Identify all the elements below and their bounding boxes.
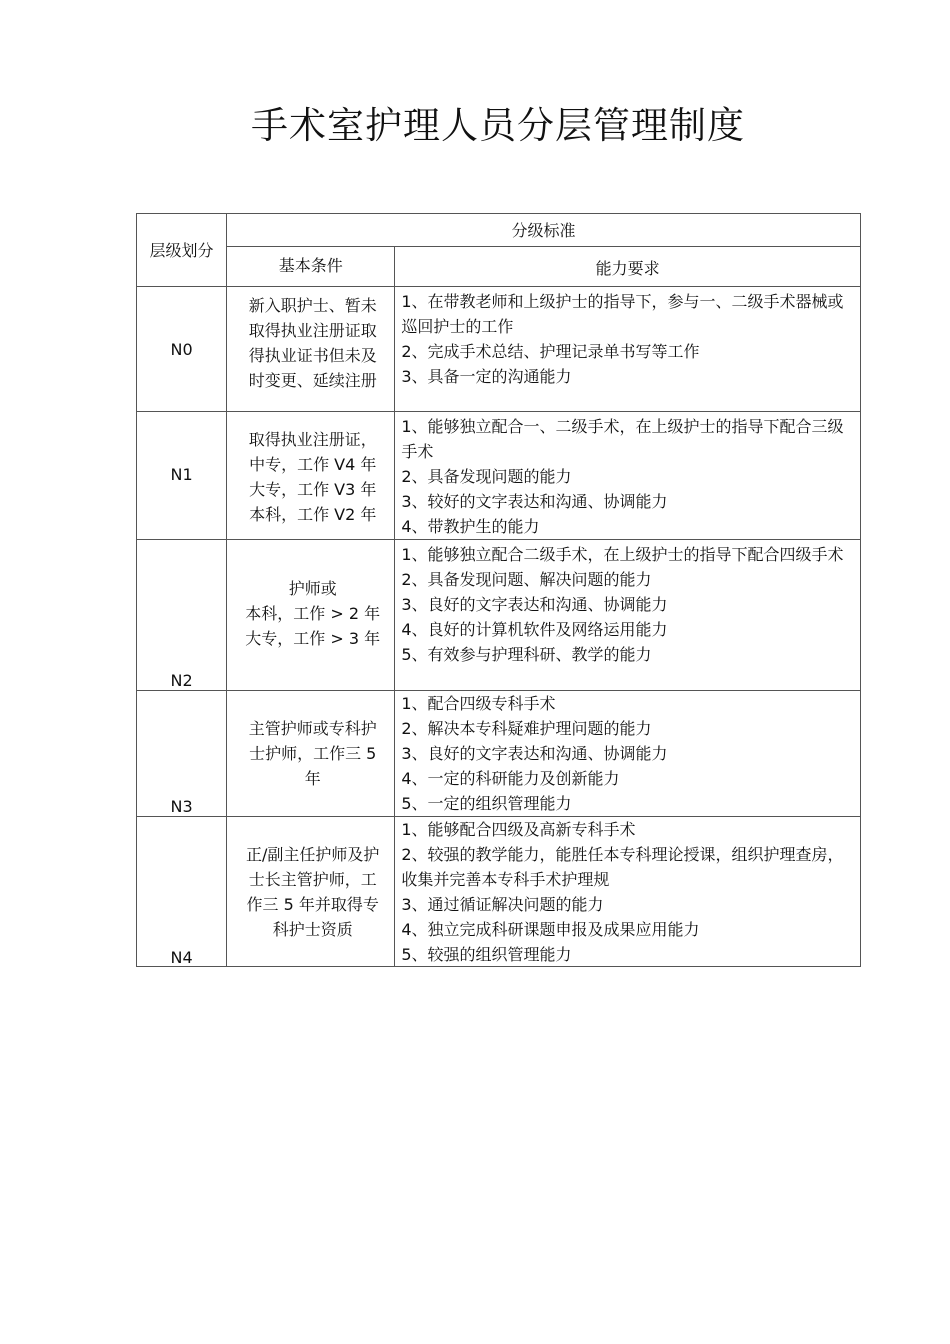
basic-line: 正/副主任护师及护 [246,845,380,864]
ability-line: 1、在带教老师和上级护士的指导下，参与一、二级手术器械或巡回护士的工作 [401,292,844,336]
ability-line: 2、具备发现问题、解决问题的能力 [401,570,652,589]
ability-line: 3、良好的文字表达和沟通、协调能力 [401,744,668,763]
level-label: N0 [170,340,193,359]
basic-cell [227,817,395,967]
ability-cell [395,412,861,540]
document-title: 手术室护理人员分层管理制度 [251,104,745,147]
basic-line: 科护士资质 [272,920,353,939]
basic-line: 时变更、延续注册 [248,371,377,390]
ability-line: 4、良好的计算机软件及网络运用能力 [401,620,668,639]
basic-line: 中专，工作 V4 年 [249,455,377,474]
ability-line: 1、能够独立配合二级手术，在上级护士的指导下配合四级手术 [401,545,844,564]
basic-line: 士长主管护师，工 [248,870,377,889]
basic-line: 士护师，工作三 5 [249,744,377,763]
table-row [137,287,861,412]
level-cell [137,817,227,967]
table-row [137,412,861,540]
ability-line: 4、一定的科研能力及创新能力 [401,769,620,788]
header-ability: 能力要求 [395,247,861,287]
ability-line: 4、带教护生的能力 [401,517,540,536]
ability-line: 5、较强的组织管理能力 [401,945,572,964]
ability-line: 5、一定的组织管理能力 [401,794,572,813]
ability-line: 4、独立完成科研课题申报及成果应用能力 [401,920,700,939]
table-row [137,691,861,817]
level-label: N4 [170,948,193,967]
ability-line: 2、具备发现问题的能力 [401,467,572,486]
ability-line: 1、能够独立配合一、二级手术，在上级护士的指导下配合三级手术 [401,417,844,461]
level-table [136,213,861,967]
basic-cell [227,691,395,817]
basic-cell [227,412,395,540]
level-cell [137,412,227,540]
level-label: N3 [170,797,193,816]
basic-line: 大专，工作 V3 年 [249,480,377,499]
ability-cell [395,287,861,412]
basic-line: 本科，工作 V2 年 [249,505,377,524]
basic-line: 大专，工作 > 3 年 [245,629,381,648]
ability-line: 2、解决本专科疑难护理问题的能力 [401,719,652,738]
ability-cell [395,691,861,817]
level-cell [137,287,227,412]
level-cell [137,540,227,691]
basic-cell [227,540,395,691]
ability-line: 3、良好的文字表达和沟通、协调能力 [401,595,668,614]
basic-line: 本科，工作 > 2 年 [245,604,381,623]
ability-line: 1、配合四级专科手术 [401,694,556,713]
ability-line: 3、具备一定的沟通能力 [401,367,572,386]
ability-line: 3、较好的文字表达和沟通、协调能力 [401,492,668,511]
ability-line: 3、通过循证解决问题的能力 [401,895,604,914]
ability-line: 2、完成手术总结、护理记录单书写等工作 [401,342,700,361]
basic-line: 年 [304,769,321,788]
ability-cell [395,540,861,691]
header-standard: 分级标准 [227,214,861,247]
ability-line: 2、较强的教学能力，能胜任本专科理论授课，组织护理查房，收集并完善本专科手术护理规 [401,845,844,889]
table-row [137,540,861,691]
ability-cell [395,817,861,967]
ability-line: 1、能够配合四级及高新专科手术 [401,820,636,839]
basic-line: 护师或 [288,579,337,598]
basic-line: 取得执业注册证取 [248,321,377,340]
basic-line: 主管护师或专科护 [248,719,377,738]
level-cell [137,691,227,817]
header-basic: 基本条件 [227,247,395,287]
table-row [137,817,861,967]
basic-line: 作三 5 年并取得专 [246,895,379,914]
basic-cell [227,287,395,412]
level-label: N1 [170,465,193,484]
level-label: N2 [170,671,193,690]
header-level: 层级划分 [137,214,227,287]
basic-line: 取得执业注册证， [248,430,377,449]
basic-line: 得执业证书但未及 [248,346,377,365]
basic-line: 新入职护士、暂未 [248,296,377,315]
ability-line: 5、有效参与护理科研、教学的能力 [401,645,652,664]
